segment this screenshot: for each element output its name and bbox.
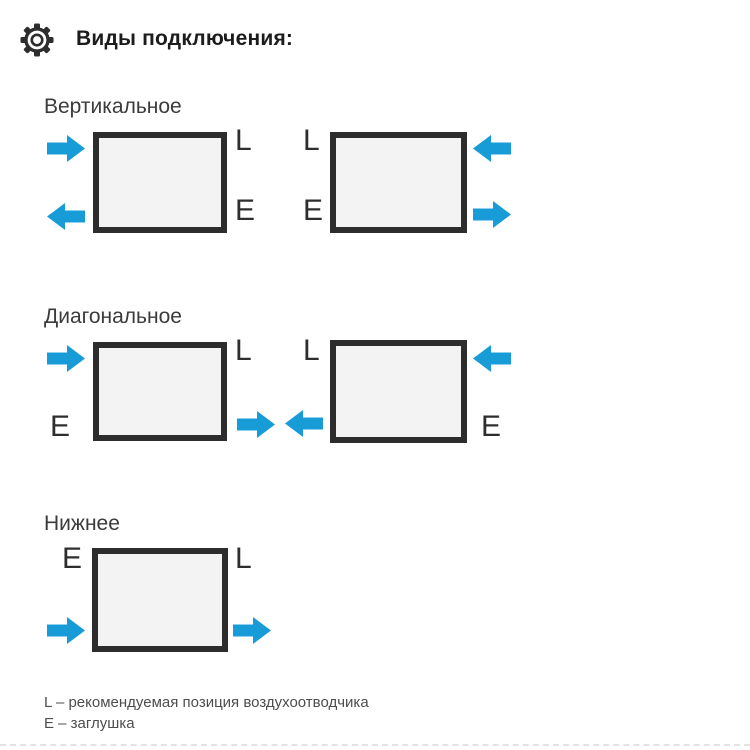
radiator-rect	[330, 340, 467, 443]
port-label: L	[235, 124, 252, 157]
flow-in-arrow-icon	[473, 135, 511, 162]
port-label: E	[235, 194, 256, 227]
port-label: L	[235, 334, 252, 367]
flow-in-arrow-icon	[473, 345, 511, 372]
legend-line-air-vent: L – рекомендуемая позиция воздухоотводчика	[44, 694, 369, 711]
section-title-vertical: Вертикальное	[44, 95, 182, 118]
gear-icon	[19, 22, 55, 58]
flow-out-arrow-icon	[233, 617, 271, 644]
legend-line-plug: E – заглушка	[44, 715, 135, 732]
section-title-bottom: Нижнее	[44, 512, 120, 535]
radiator-rect	[93, 132, 227, 233]
flow-out-arrow-icon	[473, 201, 511, 228]
port-label: E	[50, 410, 71, 443]
radiator-rect	[330, 132, 467, 233]
port-label: E	[303, 194, 324, 227]
port-label: L	[235, 542, 252, 575]
port-label: L	[303, 124, 320, 157]
section-title-diagonal: Диагональное	[44, 305, 182, 328]
port-label: E	[62, 542, 83, 575]
bottom-divider	[0, 744, 750, 746]
flow-in-arrow-icon	[47, 135, 85, 162]
radiator-rect	[92, 548, 228, 652]
port-label: E	[481, 410, 502, 443]
flow-out-arrow-icon	[285, 410, 323, 437]
flow-out-arrow-icon	[237, 411, 275, 438]
flow-out-arrow-icon	[47, 203, 85, 230]
page-title: Виды подключения:	[76, 27, 294, 50]
flow-in-arrow-icon	[47, 617, 85, 644]
legend	[44, 692, 369, 734]
port-label: L	[303, 334, 320, 367]
flow-in-arrow-icon	[47, 345, 85, 372]
radiator-rect	[93, 342, 227, 441]
